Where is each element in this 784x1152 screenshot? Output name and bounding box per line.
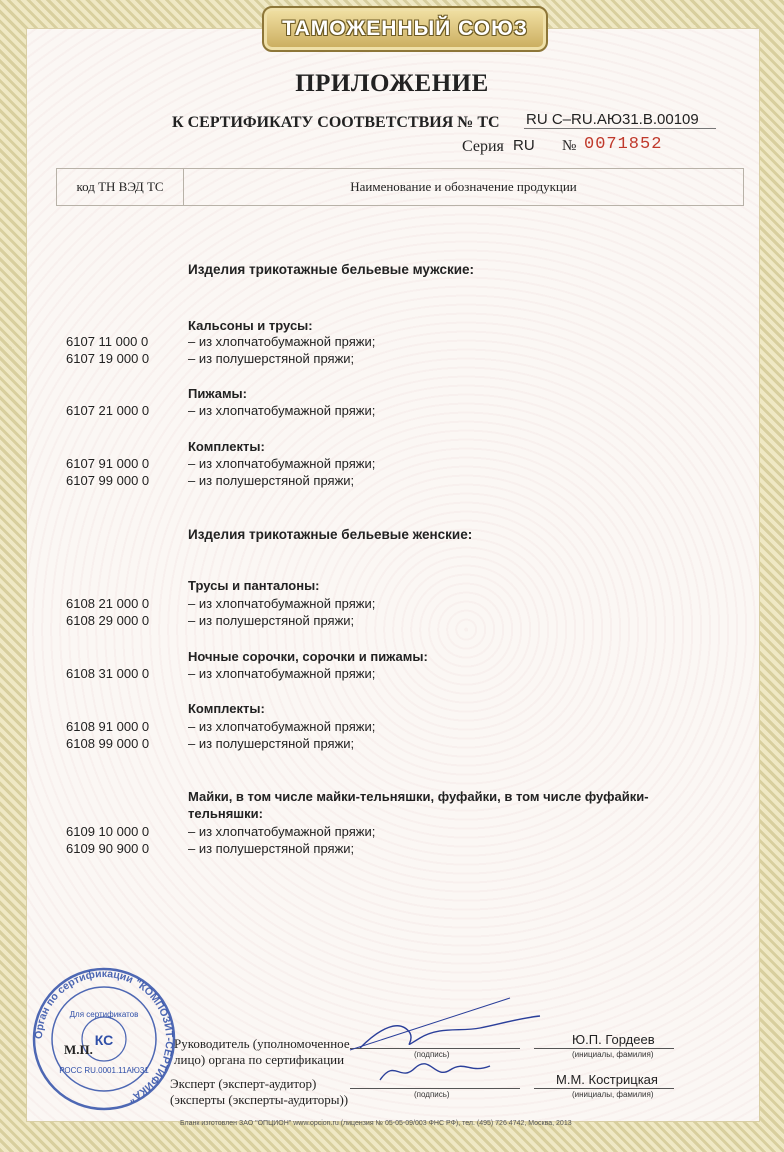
table-row-code: 6109 90 900 0 [66, 841, 150, 856]
expert-name: М.М. Кострицкая [556, 1072, 658, 1087]
table-row-desc: – из хлопчатобумажной пряжи; [188, 824, 376, 839]
section-men: Изделия трикотажные бельевые мужские: [188, 262, 475, 277]
certification-stamp [28, 965, 180, 1113]
table-row-desc: – из полушерстяной пряжи; [188, 613, 355, 628]
table-header [56, 168, 744, 206]
table-row-desc: – из полушерстяной пряжи; [188, 841, 355, 856]
stamp-logo-icon: КС [94, 1032, 114, 1048]
heading-panties: Трусы и панталоны: [188, 578, 320, 593]
heading-tshirts-cont: тельняшки: [188, 806, 263, 821]
signature-scribbles [340, 988, 570, 1098]
expert-signature-icon [380, 1064, 490, 1080]
table-row-code: 6107 19 000 0 [66, 351, 150, 366]
table-row-code: 6107 99 000 0 [66, 473, 150, 488]
serial-number: 0071852 [584, 135, 663, 154]
heading-sets-men: Комплекты: [188, 439, 265, 454]
expert-label-line1: Эксперт (эксперт-аудитор) [170, 1076, 317, 1091]
section-women: Изделия трикотажные бельевые женские: [188, 527, 473, 542]
table-row-code: 6109 10 000 0 [66, 824, 150, 839]
table-row-code: 6108 21 000 0 [66, 596, 150, 611]
page-title: ПРИЛОЖЕНИЕ [295, 70, 489, 97]
customs-union-banner [262, 6, 548, 52]
number-label: № [562, 138, 577, 154]
expert-sign-caption: (подпись) [414, 1090, 450, 1099]
table-row-desc: – из хлопчатобумажной пряжи; [188, 403, 376, 418]
stamp-reg-text: РОСС RU.0001.11АЮ31 [59, 1066, 149, 1075]
table-row-code: 6108 91 000 0 [66, 719, 150, 734]
table-row-desc: – из хлопчатобумажной пряжи; [188, 456, 376, 471]
certificate-number: RU C–RU.АЮ31.В.00109 [524, 111, 716, 129]
table-row-desc: – из хлопчатобумажной пряжи; [188, 596, 376, 611]
stamp-inner-text: Для сертификатов [69, 1010, 139, 1019]
table-row-code: 6107 91 000 0 [66, 456, 150, 471]
head-label [174, 1036, 350, 1068]
heading-sets-women: Комплекты: [188, 701, 265, 716]
expert-label [170, 1076, 348, 1108]
mp-label: М.П. [64, 1042, 93, 1057]
table-row-desc: – из хлопчатобумажной пряжи; [188, 719, 376, 734]
table-row-code: 6107 11 000 0 [66, 334, 149, 349]
table-row-desc: – из хлопчатобумажной пряжи; [188, 334, 376, 349]
series-value: RU [513, 137, 535, 154]
table-row-desc: – из хлопчатобумажной пряжи; [188, 666, 376, 681]
heading-nightwear: Ночные сорочки, сорочки и пижамы: [188, 649, 428, 664]
heading-pajamas: Пижамы: [188, 386, 247, 401]
stamp-outer-text: Орган по сертификации "КОМПОЗИТ-СЕРТИФИКА" [32, 967, 176, 1105]
table-row-code: 6107 21 000 0 [66, 403, 150, 418]
banner-text: ТАМОЖЕННЫЙ СОЮЗ [282, 17, 528, 40]
head-sign-caption: (подпись) [414, 1050, 450, 1059]
table-row-desc: – из полушерстяной пряжи; [188, 473, 355, 488]
head-name: Ю.П. Гордеев [572, 1032, 655, 1047]
heading-briefs: Кальсоны и трусы: [188, 318, 313, 333]
series-label: Серия [462, 138, 504, 155]
table-row-code: 6108 99 000 0 [66, 736, 150, 751]
head-signature-icon [360, 1016, 540, 1048]
head-label-line2: лицо) органа по сертификации [174, 1052, 345, 1067]
heading-tshirts: Майки, в том числе майки-тельняшки, фуфайки, в том числе фуфайки- [188, 789, 649, 804]
footer-note: Бланк изготовлен ЗАО "ОПЦИОН" www.opcion.ru (лицензия № 05-05-09/003 ФНС РФ), тел. (495) 726 4742, Москва, 2013 [180, 1120, 572, 1127]
table-row-desc: – из полушерстяной пряжи; [188, 736, 355, 751]
table-row-code: 6108 29 000 0 [66, 613, 150, 628]
table-row-code: 6108 31 000 0 [66, 666, 150, 681]
table-row-desc: – из полушерстяной пряжи; [188, 351, 355, 366]
head-label-line1: Руководитель (уполномоченное [174, 1036, 350, 1051]
head-name-caption: (инициалы, фамилия) [572, 1050, 654, 1059]
certificate-subtitle: К СЕРТИФИКАТУ СООТВЕТСТВИЯ № ТС [172, 114, 500, 131]
code-column-header: код ТН ВЭД ТС [57, 169, 184, 205]
expert-label-line2: (эксперты (эксперты-аудиторы)) [170, 1092, 349, 1107]
name-column-header: Наименование и обозначение продукции [350, 179, 577, 194]
expert-name-caption: (инициалы, фамилия) [572, 1090, 654, 1099]
